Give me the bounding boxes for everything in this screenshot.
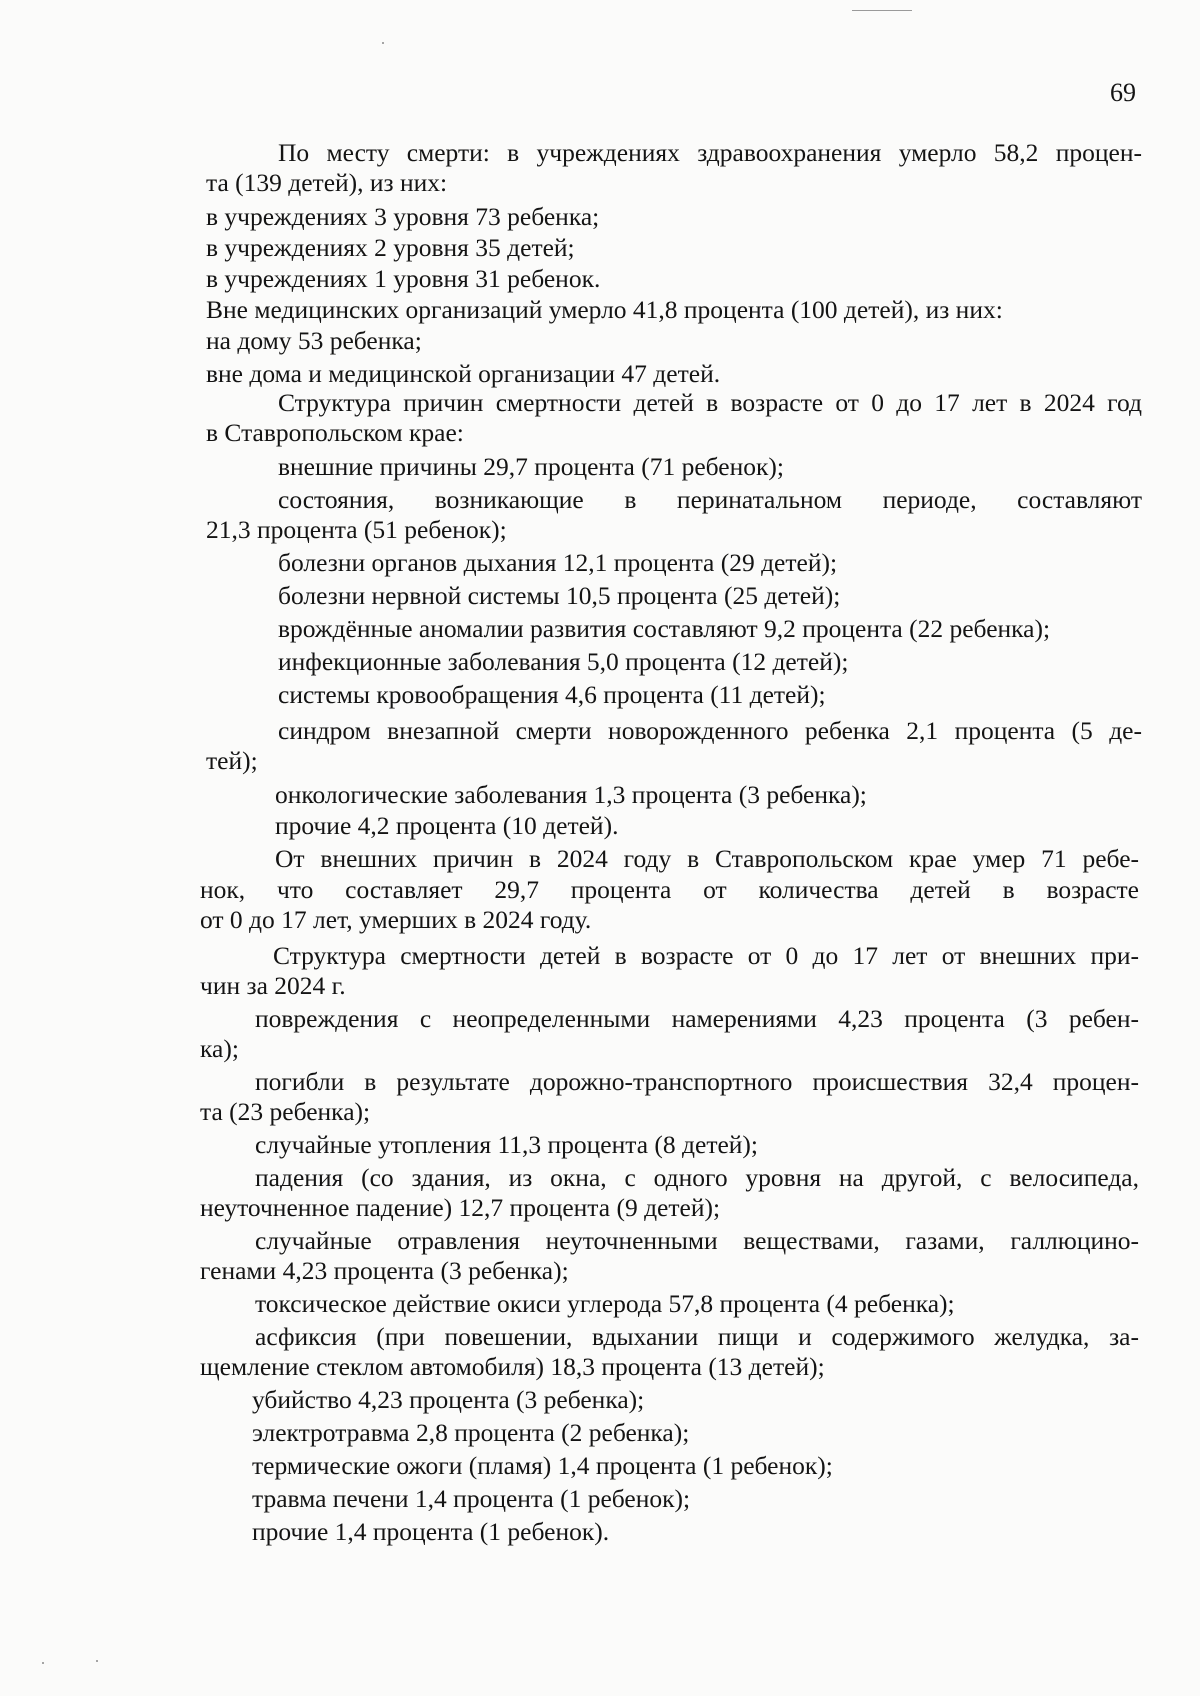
text-line: от 0 до 17 лет, умерших в 2024 году.: [200, 905, 592, 934]
text-line: та (23 ребенка);: [200, 1097, 371, 1126]
scan-speck: [96, 1660, 98, 1662]
text-line: системы кровообращения 4,6 процента (11 детей);: [278, 680, 826, 709]
text-line: на дому 53 ребенка;: [206, 326, 422, 355]
text-line: щемление стеклом автомобиля) 18,3 процента (13 детей);: [200, 1352, 825, 1381]
text-line: состояния, возникающие в перинатальном периоде, составляют: [278, 485, 1142, 514]
text-line: От внешних причин в 2024 году в Ставропольском крае умер 71 ребе-: [275, 844, 1139, 873]
text-line: синдром внезапной смерти новорожденного ребенка 2,1 процента (5 де-: [278, 716, 1142, 745]
text-line: По месту смерти: в учреждениях здравоохранения умерло 58,2 процен-: [278, 138, 1142, 167]
text-line: токсическое действие окиси углерода 57,8 процента (4 ребенка);: [255, 1289, 955, 1318]
text-line: тей);: [206, 746, 258, 775]
text-line: чин за 2024 г.: [200, 971, 346, 1000]
text-line: генами 4,23 процента (3 ребенка);: [200, 1256, 569, 1285]
scan-mark: [852, 10, 912, 11]
text-line: инфекционные заболевания 5,0 процента (12 детей);: [278, 647, 849, 676]
text-line: погибли в результате дорожно-транспортного происшествия 32,4 процен-: [255, 1067, 1139, 1096]
text-line: случайные отравления неуточненными веществами, газами, галлюцино-: [255, 1226, 1139, 1255]
text-line: прочие 4,2 процента (10 детей).: [275, 811, 619, 840]
text-line: асфиксия (при повешении, вдыхании пищи и содержимого желудка, за-: [255, 1322, 1139, 1351]
text-line: термические ожоги (пламя) 1,4 процента (1 ребенок);: [252, 1451, 833, 1480]
text-line: вне дома и медицинской организации 47 детей.: [206, 359, 721, 388]
text-line: врождённые аномалии развития составляют 9,2 процента (22 ребенка);: [278, 614, 1051, 643]
text-line: в учреждениях 3 уровня 73 ребенка;: [206, 202, 600, 231]
text-line: в учреждениях 1 уровня 31 ребенок.: [206, 264, 601, 293]
text-line: неуточненное падение) 12,7 процента (9 детей);: [200, 1193, 721, 1222]
text-line: нок, что составляет 29,7 процента от количества детей в возрасте: [200, 875, 1139, 904]
text-line: онкологические заболевания 1,3 процента (3 ребенка);: [275, 780, 867, 809]
page-number: 69: [1110, 78, 1136, 107]
scan-speck: [42, 1662, 44, 1664]
text-line: электротравма 2,8 процента (2 ребенка);: [252, 1418, 690, 1447]
text-line: 21,3 процента (51 ребенок);: [206, 515, 507, 544]
text-line: убийство 4,23 процента (3 ребенка);: [252, 1385, 645, 1414]
text-line: болезни органов дыхания 12,1 процента (29 детей);: [278, 548, 838, 577]
text-line: болезни нервной системы 10,5 процента (25 детей);: [278, 581, 841, 610]
text-line: внешние причины 29,7 процента (71 ребенок);: [278, 452, 784, 481]
text-line: случайные утопления 11,3 процента (8 детей);: [255, 1130, 759, 1159]
text-line: Структура смертности детей в возрасте от 0 до 17 лет от внешних при-: [273, 941, 1139, 970]
text-line: в учреждениях 2 уровня 35 детей;: [206, 233, 575, 262]
scan-speck: [382, 42, 384, 44]
text-line: та (139 детей), из них:: [206, 168, 448, 197]
text-line: повреждения с неопределенными намерениями 4,23 процента (3 ребен-: [255, 1004, 1139, 1033]
text-line: Вне медицинских организаций умерло 41,8 процента (100 детей), из них:: [206, 295, 1003, 324]
text-line: Структура причин смертности детей в возрасте от 0 до 17 лет в 2024 год: [278, 388, 1142, 417]
text-line: травма печени 1,4 процента (1 ребенок);: [252, 1484, 691, 1513]
text-line: в Ставропольском крае:: [206, 418, 464, 447]
text-line: ка);: [200, 1034, 239, 1063]
text-line: падения (со здания, из окна, с одного уровня на другой, с велосипеда,: [255, 1163, 1139, 1192]
text-line: прочие 1,4 процента (1 ребенок).: [252, 1517, 610, 1546]
